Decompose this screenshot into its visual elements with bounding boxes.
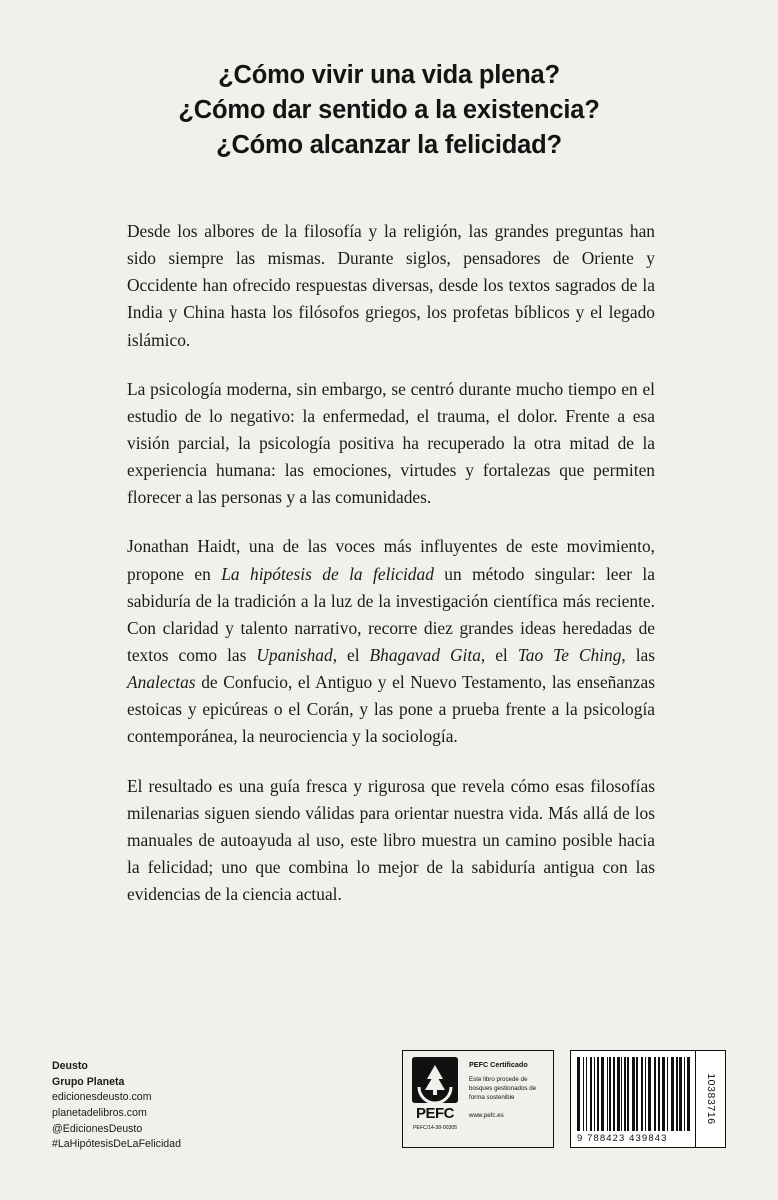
pefc-description: Este libro procede de bosques gestionados de forma sostenible bbox=[469, 1076, 537, 1101]
barcode-box bbox=[570, 1050, 726, 1148]
imprint-block bbox=[52, 1059, 181, 1153]
pefc-tree-icon bbox=[412, 1057, 458, 1103]
publisher-website[interactable]: edicionesdeusto.com bbox=[52, 1091, 152, 1104]
headline-line-2: ¿Cómo dar sentido a la existencia? bbox=[178, 96, 600, 125]
barcode-main bbox=[571, 1051, 695, 1147]
pefc-text-area bbox=[465, 1051, 553, 1147]
pefc-wordmark: PEFC bbox=[415, 1105, 454, 1122]
publisher-name: Deusto bbox=[52, 1060, 88, 1072]
blurb-body bbox=[127, 218, 655, 908]
pefc-logo-area bbox=[403, 1051, 465, 1147]
planeta-website[interactable]: planetadelibros.com bbox=[52, 1107, 147, 1120]
headline-questions bbox=[0, 58, 778, 164]
book-hashtag[interactable]: #LaHipótesisDeLaFelicidad bbox=[52, 1138, 181, 1151]
pefc-url[interactable]: www.pefc.es bbox=[469, 1111, 504, 1119]
headline-line-1: ¿Cómo vivir una vida plena? bbox=[218, 61, 560, 89]
social-handle[interactable]: @EdicionesDeusto bbox=[52, 1122, 143, 1135]
barcode-side-panel bbox=[695, 1051, 725, 1147]
blurb-paragraph-4: El resultado es una guía fresca y rigurosa que revela cómo esas filosofías milenarias siguen siendo válidas para orientar nuestra vida. Más allá de los manuales de autoayuda al uso, este libro muestra un camino posible hacia la felicidad; uno que combina lo mejor de la sabiduría antigua con las evidencias de la ciencia actual. bbox=[127, 775, 655, 905]
barcode-side-code: 10383716 bbox=[704, 1073, 717, 1125]
headline-line-3: ¿Cómo alcanzar la felicidad? bbox=[216, 131, 562, 160]
blurb-paragraph-3: Jonathan Haidt, una de las voces más influyentes de este movimiento, propone en La hipótesis de la felicidad un método singular: leer la sabiduría de la tradición a la luz de la investigación científica más reciente. Con claridad y talento narrativo, recorre diez grandes ideas heredadas de textos como las Upanishad, el Bhagavad Gita, el Tao Te Ching, las Analectas de Confucio, el Antiguo y el Nuevo Testamento, las enseñanzas estoicas y epicúreas o el Corán, y las pone a prueba frente a la psicología contemporánea, la neurociencia y la sociología. bbox=[127, 536, 656, 747]
pefc-code: PEFC/14-38-00305 bbox=[412, 1125, 458, 1131]
blurb-paragraph-1: Desde los albores de la filosofía y la religión, las grandes preguntas han sido siempre las mismas. Durante siglos, pensadores de Oriente y Occidente han ofrecido respuestas diversas, desde los textos sagrados de la India y China hasta los filósofos griegos, los profetas bíblicos y el legado islámico. bbox=[127, 221, 655, 350]
barcode-bars bbox=[577, 1057, 690, 1131]
pefc-certification-box bbox=[402, 1050, 554, 1148]
pefc-title: PEFC Certificado bbox=[469, 1060, 528, 1069]
blurb-paragraph-2: La psicología moderna, sin embargo, se centró durante mucho tiempo en el estudio de lo negativo: la enfermedad, el trauma, el dolor. Frente a esa visión parcial, la psicología positiva ha recuperado la otra mitad de la experiencia humana: las emociones, virtudes y fortalezas que permiten florecer a las personas y a las comunidades. bbox=[127, 378, 655, 508]
isbn-digits: 9 788423 439843 bbox=[577, 1133, 668, 1144]
publishing-group: Grupo Planeta bbox=[52, 1075, 125, 1088]
